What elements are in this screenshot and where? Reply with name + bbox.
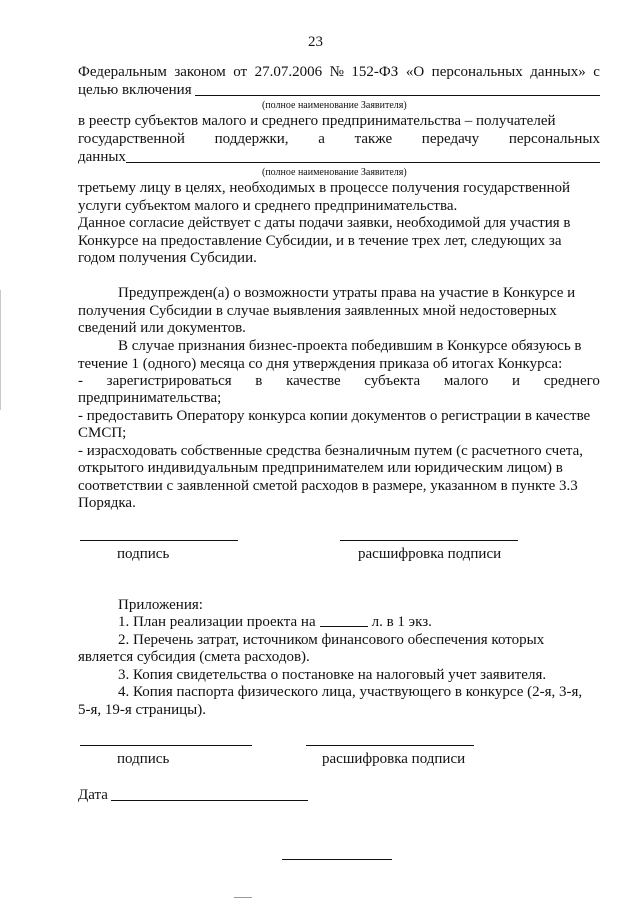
- para3-line2: получения Субсидии в случае выявления заявленных мной недостоверных: [78, 303, 557, 319]
- footer-mark: [234, 897, 252, 898]
- justified-word: Федеральным: [78, 64, 167, 80]
- para1-line3: в реестр субъектов малого и среднего предпринимательства – получателей: [78, 113, 556, 129]
- date-line: [111, 800, 308, 801]
- justified-word: среднего: [543, 373, 600, 389]
- signature-decode-line-2: [306, 745, 474, 746]
- attachment-item-4-line2: 5-я, 19-я страницы).: [78, 702, 206, 718]
- para4-bullet1-cont: предпринимательства;: [78, 390, 222, 406]
- justified-word: данных»: [530, 64, 586, 80]
- para1-line2: [78, 81, 600, 99]
- justified-word: качестве: [286, 373, 341, 389]
- justified-word: персональных: [431, 64, 523, 80]
- para1-line1: [78, 63, 600, 81]
- para1-line6: третьему лицу в целях, необходимых в процессе получения государственной: [78, 180, 571, 196]
- date-label: Дата: [78, 787, 108, 803]
- para2-line1: Данное согласие действует с даты подачи заявки, необходимой для участия в: [78, 215, 571, 231]
- justified-word: и: [512, 373, 521, 389]
- justified-word: зарегистрироваться: [106, 373, 232, 389]
- footer-rule: [282, 859, 392, 860]
- attachment-item-2-line1: 2. Перечень затрат, источником финансового обеспечения которых: [118, 632, 545, 648]
- justified-word: №: [329, 64, 344, 80]
- para1-line2-text: целью включения: [78, 82, 192, 98]
- justified-word: а: [318, 131, 325, 147]
- justified-word: субъекта: [364, 373, 421, 389]
- justified-word: от: [233, 64, 248, 80]
- signature-line-2: [80, 745, 252, 746]
- pages-count-blank: [320, 613, 368, 627]
- attachment-item-3: 3. Копия свидетельства о постановке на налоговый учет заявителя.: [118, 667, 547, 683]
- applicant-name-line-2: [126, 162, 600, 163]
- signature-label-2: подпись: [117, 751, 170, 767]
- signature-decode-label-1: расшифровка подписи: [358, 546, 502, 562]
- para1-line7: услуги субъектом малого и среднего предпринимательства.: [78, 198, 458, 214]
- justified-word: «О: [405, 64, 425, 80]
- attachments-heading: Приложения:: [118, 597, 203, 613]
- attachment-item-1-text: 1. План реализации проекта на: [118, 614, 316, 630]
- para1-line5: [78, 148, 600, 166]
- applicant-name-hint-2: (полное наименование Заявителя): [262, 167, 407, 178]
- para4-bullet3-line2: открытого индивидуальным предпринимателем или юридическим лицом) в: [78, 460, 563, 476]
- justified-word: передачу: [421, 131, 480, 147]
- applicant-name-line-1: [195, 95, 600, 96]
- para4-bullet3-line4: Порядка.: [78, 495, 136, 511]
- para4-bullet3-line1: - израсходовать собственные средства безналичным путем (с расчетного счета,: [78, 443, 584, 459]
- applicant-name-hint-1: (полное наименование Заявителя): [262, 100, 407, 111]
- justified-word: законом: [174, 64, 226, 80]
- attachment-item-4-line1: 4. Копия паспорта физического лица, участвующего в конкурсе (2-я, 3-я,: [118, 684, 583, 700]
- signature-decode-label-2: расшифровка подписи: [322, 751, 466, 767]
- justified-word: персональных: [508, 131, 600, 147]
- para4-line2: течение 1 (одного) месяца со дня утверждения приказа об итогах Конкурса:: [78, 356, 563, 372]
- justified-word: поддержки,: [214, 131, 289, 147]
- justified-word: малого: [443, 373, 489, 389]
- para3-line1: Предупрежден(а) о возможности утраты права на участие в Конкурсе и: [118, 285, 576, 301]
- justified-word: -: [78, 373, 83, 389]
- attachment-item-2-line2: является субсидия (смета расходов).: [78, 649, 310, 665]
- justified-word: с: [593, 64, 600, 80]
- para4-bullet2-line2: СМСП;: [78, 425, 127, 441]
- para2-line2: Конкурсе на предоставление Субсидии, и в течение трех лет, следующих за: [78, 233, 562, 249]
- signature-decode-line-1: [340, 540, 518, 541]
- signature-line-1: [80, 540, 238, 541]
- para4-line1: В случае признания бизнес-проекта победившим в Конкурсе обязуюсь в: [118, 338, 582, 354]
- para1-line4: [78, 130, 600, 148]
- signature-label-1: подпись: [117, 546, 170, 562]
- para1-line5-text: данных: [78, 149, 126, 165]
- para3-line3: сведений или документов.: [78, 320, 246, 336]
- para4-bullet2-line1: - предоставить Оператору конкурса копии документов о регистрации в качестве: [78, 408, 591, 424]
- scan-edge: [0, 290, 1, 410]
- justified-word: также: [354, 131, 393, 147]
- justified-word: государственной: [78, 131, 185, 147]
- page-number: 23: [308, 34, 323, 50]
- attachment-item-1-suffix: л. в 1 экз.: [371, 614, 432, 630]
- attachment-item-1: [118, 613, 432, 631]
- justified-word: в: [255, 373, 263, 389]
- para2-line3: годом получения Субсидии.: [78, 250, 257, 266]
- para4-bullet1: [78, 372, 600, 390]
- justified-word: 152-ФЗ: [351, 64, 399, 80]
- para4-bullet3-line3: соответствии с заявленной сметой расходов в размере, указанном в пункте 3.3: [78, 478, 578, 494]
- justified-word: 27.07.2006: [254, 64, 323, 80]
